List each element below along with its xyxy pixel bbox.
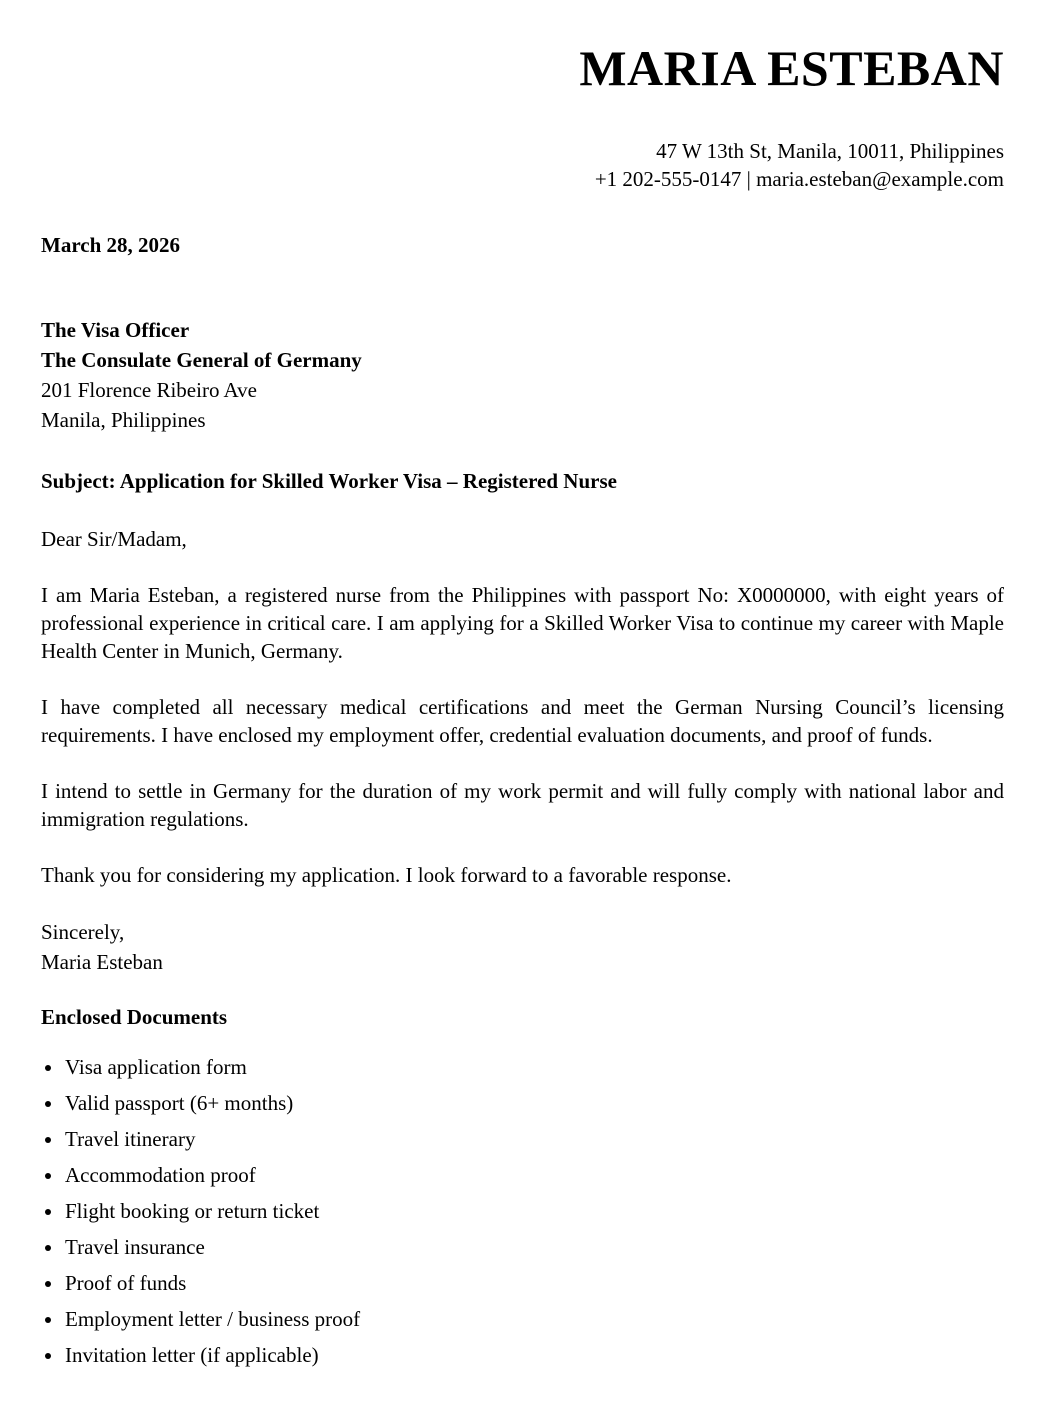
recipient-block (41, 315, 1004, 435)
enclosures-list (41, 1053, 1004, 1369)
enclosure-item-employment-letter: • Employment letter / business proof (64, 1305, 1004, 1333)
subject-line: Subject: Application for Skilled Worker Visa – Registered Nurse (41, 468, 617, 493)
enclosure-item-travel-insurance: • Travel insurance (64, 1233, 1004, 1261)
recipient-street: 201 Florence Ribeiro Ave (41, 377, 257, 402)
enclosure-item-valid-passport: • Valid passport (6+ months) (64, 1089, 1004, 1117)
recipient-city: Manila, Philippines (41, 407, 206, 432)
enclosure-item-travel-itinerary: • Travel itinerary (64, 1125, 1004, 1153)
enclosures-heading: Enclosed Documents (41, 1004, 228, 1029)
sender-name: MARIA ESTEBAN (579, 40, 1004, 96)
sender-phone-email: +1 202-555-0147 | maria.esteban@example.com (594, 166, 1004, 191)
closing-sign-off: Sincerely, (41, 919, 125, 944)
enclosure-item-accommodation-proof: • Accommodation proof (64, 1161, 1004, 1189)
body-paragraph-3: I intend to settle in Germany for the duration of my work permit and will fully comply with national labor and immigration regulations. (41, 778, 1004, 831)
letter-header (41, 42, 1004, 193)
recipient-title: The Visa Officer (41, 317, 190, 342)
sender-contact-block (41, 137, 1004, 193)
letter-date: March 28, 2026 (41, 232, 181, 257)
recipient-organization: The Consulate General of Germany (41, 347, 362, 372)
sender-address: 47 W 13th St, Manila, 10011, Philippines (656, 138, 1004, 163)
closing-signature: Maria Esteban (41, 949, 163, 974)
enclosure-item-proof-of-funds: • Proof of funds (64, 1269, 1004, 1297)
body-paragraph-1: I am Maria Esteban, a registered nurse from the Philippines with passport No: X0000000, with eight years of professional experience in critical care. I am applying for a Skilled Worker Visa to continue my career with Maple Health Center in Munich, Germany. (41, 582, 1004, 663)
enclosure-item-flight-booking: • Flight booking or return ticket (64, 1197, 1004, 1225)
enclosure-item-visa-application-form: • Visa application form (64, 1053, 1004, 1081)
body-paragraph-4: Thank you for considering my application. I look forward to a favorable response. (41, 862, 732, 887)
closing-block (41, 917, 1004, 977)
enclosure-item-invitation-letter: • Invitation letter (if applicable) (64, 1341, 1004, 1369)
salutation: Dear Sir/Madam, (41, 526, 187, 551)
body-paragraph-2: I have completed all necessary medical certifications and meet the German Nursing Council’s licensing requirements. I have enclosed my employment offer, credential evaluation documents, and proof of funds. (41, 694, 1004, 747)
